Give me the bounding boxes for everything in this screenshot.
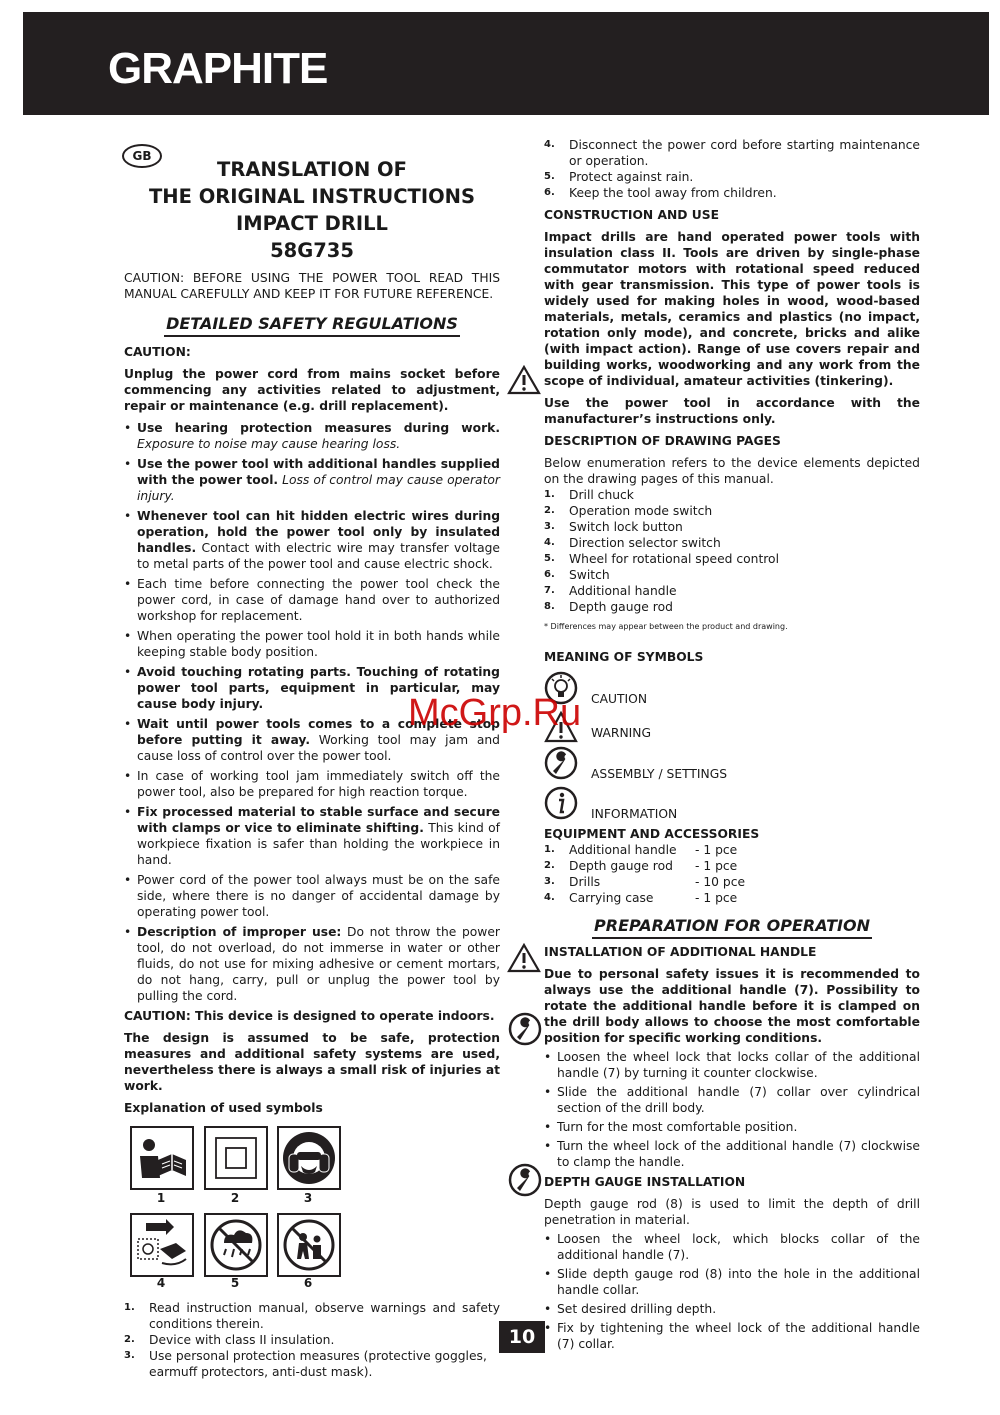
safety-bullet (124, 872, 500, 920)
depth-heading: DEPTH GAUGE INSTALLATION (544, 1175, 746, 1189)
drawing-item (544, 487, 920, 503)
item-text: Additional handle (569, 584, 677, 598)
bullet-text: Loss of control may cause operator injury. (137, 473, 500, 503)
item-quantity: - 1 pce (695, 843, 738, 857)
bullet-text: Do not throw the power tool, do not overload, do not immerse in water or other fluids, do not use for mixing adhesive or cement mortars, do not hang, carry, pull or unplug the power tool by pulling the cord. (137, 925, 500, 1003)
class-ii-insulation-icon (204, 1126, 268, 1190)
item-number: 7. (544, 585, 555, 596)
list-item: 5. Protect against rain. (544, 170, 694, 184)
item-number: 1. (544, 489, 555, 500)
item-number: 1. (544, 844, 555, 855)
item-name: Carrying case (569, 891, 654, 905)
meaning-caution: CAUTION (544, 671, 920, 709)
item-number: 4. (544, 537, 555, 548)
bullet-bold-text: Use the power tool with additional handles supplied with the power tool. (137, 457, 500, 487)
bullet-bold-text: Avoid touching rotating parts. Touching of rotating power tool parts, equipment in particular, may cause body injury. (137, 665, 500, 711)
caution-intro: CAUTION: BEFORE USING THE POWER TOOL READ THIS MANUAL CAREFULLY AND KEEP IT FOR FUTURE REFERENCE. (124, 271, 500, 301)
symbol-label: 1 (156, 1191, 166, 1205)
item-name: Additional handle (569, 843, 677, 857)
bullet-text: Working tool may jam and cause loss of control over the power tool. (137, 733, 500, 763)
item-number: 2. (544, 860, 555, 871)
wrench-icon (508, 1012, 542, 1046)
manufacturer-note: Use the power tool in accordance with the manufacturer’s instructions only. (544, 396, 920, 426)
right-column (544, 137, 920, 1355)
safety-bullet (124, 804, 500, 868)
drawing-heading: DESCRIPTION OF DRAWING PAGES (544, 434, 781, 448)
design-note: The design is assumed to be safe, protection measures and additional safety systems are used, nevertheless there is always a small risk of injuries at work. (124, 1031, 500, 1093)
read-manual-icon (130, 1126, 194, 1190)
symbol-label: 4 (156, 1276, 166, 1290)
info-icon (544, 786, 578, 820)
safety-bullet (124, 628, 500, 660)
symbol-explanations-continued (544, 137, 920, 201)
item-number: 8. (544, 601, 555, 612)
construction-text: Impact drills are hand operated power tools with insulation class II. Tools are driven by single-phase commutator motors with rotational speed reduced with gear transmission. This type of power tools is widely used for making holes in wood, wood-based materials, metals, ceramics and plastics (no impact, rotation only mode), and concrete, bricks and alike (with impact action). Range of use covers repair and building works, woodworking and any work from the scope of individual, amateur activities (tinkering). (544, 230, 920, 388)
meaning-symbols (544, 671, 920, 826)
equipment-row (544, 890, 920, 906)
bullet-text: In case of working tool jam immediately switch off the power tool, also be prepared for high reaction torque. (137, 769, 500, 799)
keep-from-children-icon (277, 1213, 341, 1277)
item-text: Wheel for rotational speed control (569, 552, 779, 566)
bullet-bold-text: Description of improper use: (137, 925, 342, 939)
safety-bullet (124, 576, 500, 624)
handle-steps-list (544, 1049, 920, 1170)
symbols-heading: Explanation of used symbols (124, 1101, 323, 1115)
page-number: 10 (499, 1321, 545, 1353)
bullet-bold-text: Whenever tool can hit hidden electric wires during operation, hold the power tool only by insulated handles. (137, 509, 500, 555)
symbol-label: 5 (230, 1276, 240, 1290)
item-quantity: - 1 pce (695, 859, 738, 873)
symbol-label: 3 (303, 1191, 313, 1205)
differences-note: * Differences may appear between the product and drawing. (544, 622, 788, 631)
safety-bullet (124, 420, 500, 452)
drawing-item (544, 599, 920, 615)
symbol-label: 6 (303, 1276, 313, 1290)
meaning-heading: MEANING OF SYMBOLS (544, 650, 704, 664)
safety-bullet (124, 768, 500, 800)
drawing-item (544, 551, 920, 567)
warning-triangle-icon (507, 943, 541, 973)
depth-steps-list (544, 1231, 920, 1352)
handle-step: • Turn for the most comfortable position. (544, 1119, 920, 1135)
equipment-row (544, 842, 920, 858)
depth-step: • Set desired drilling depth. (544, 1301, 920, 1317)
bullet-text: Exposure to noise may cause hearing loss. (137, 437, 401, 451)
item-quantity: - 10 pce (695, 875, 746, 889)
brand-logo: GRAPHITE (108, 44, 328, 93)
bullet-bold-text: Use hearing protection measures during work. (137, 421, 500, 435)
handle-step: • Turn the wheel lock of the additional handle (7) clockwise to clamp the handle. (544, 1138, 920, 1170)
drawing-item (544, 535, 920, 551)
drawing-item (544, 519, 920, 535)
unplug-icon (130, 1213, 194, 1277)
item-quantity: - 1 pce (695, 891, 738, 905)
safety-heading: DETAILED SAFETY REGULATIONS (124, 316, 500, 332)
handle-heading: INSTALLATION OF ADDITIONAL HANDLE (544, 945, 817, 959)
bullet-text: This kind of workpiece fixation is safer than holding the workpiece in hand. (137, 821, 500, 867)
item-name: Depth gauge rod (569, 859, 673, 873)
construction-heading: CONSTRUCTION AND USE (544, 208, 720, 222)
watermark: McGrp.Ru (408, 692, 582, 734)
bullet-text: Contact with electric wire may transfer voltage to metal parts of the power tool and cause electric shock. (137, 541, 500, 571)
protect-from-rain-icon (204, 1213, 268, 1277)
meaning-assembly: ASSEMBLY / SETTINGS (544, 746, 920, 786)
safety-bullet (124, 924, 500, 1004)
bullet-bold-text: Fix processed material to stable surface and secure with clamps or vice to eliminate shifting. (137, 805, 500, 835)
depth-intro: Depth gauge rod (8) is used to limit the depth of drill penetration in material. (544, 1197, 920, 1227)
item-number: 3. (544, 521, 555, 532)
bullet-text: When operating the power tool hold it in both hands while keeping stable body position. (137, 629, 500, 659)
warning-triangle-icon (507, 365, 541, 395)
equipment-row (544, 858, 920, 874)
item-number: 6. (544, 569, 555, 580)
drawing-item (544, 503, 920, 519)
equipment-row (544, 874, 920, 890)
symbol-explanations (124, 1300, 500, 1380)
document-title: TRANSLATION OF THE ORIGINAL INSTRUCTIONS IMPACT DRILL 58G735 (148, 158, 476, 262)
list-item: 2. Device with class II insulation. (124, 1333, 335, 1347)
bullet-text: Each time before connecting the power tool check the power cord, in case of damage hand over to authorized workshop for replacement. (137, 577, 500, 623)
list-item: 3. Use personal protection measures (protective goggles, earmuff protectors, anti-dust mask). (124, 1349, 487, 1379)
safety-bullet (124, 456, 500, 504)
item-text: Operation mode switch (569, 504, 713, 518)
symbols-grid (124, 1122, 500, 1292)
left-column (124, 140, 500, 1380)
item-text: Switch (569, 568, 610, 582)
handle-step: • Slide the additional handle (7) collar over cylindrical section of the drill body. (544, 1084, 920, 1116)
item-text: Switch lock button (569, 520, 683, 534)
handle-warning: Due to personal safety issues it is recommended to always use the additional handle (7). Possibility to rotate the additional handle before it is clamped on the drill body allows to choose the most comfortable position for specific working conditions. (544, 967, 920, 1045)
wrench-icon (544, 746, 578, 780)
depth-step: • Slide depth gauge rod (8) into the hole in the additional handle collar. (544, 1266, 920, 1298)
item-text: Depth gauge rod (569, 600, 673, 614)
prep-heading: PREPARATION FOR OPERATION (544, 918, 920, 934)
equipment-heading: EQUIPMENT AND ACCESSORIES (544, 827, 760, 841)
drawing-item (544, 567, 920, 583)
list-item: 6. Keep the tool away from children. (544, 186, 777, 200)
handle-step: • Loosen the wheel lock that locks collar of the additional handle (7) by turning it counter clockwise. (544, 1049, 920, 1081)
item-number: 2. (544, 505, 555, 516)
unplug-text: Unplug the power cord from mains socket before commencing any activities related to adjustment, repair or maintenance (e.g. drill replacement). (124, 367, 500, 413)
caution-label: CAUTION: (124, 345, 191, 359)
bullet-bold-text: Wait until power tools comes to a complete stop before putting it away. (137, 717, 500, 747)
drawing-intro: Below enumeration refers to the device elements depicted on the drawing pages of this manual. (544, 456, 920, 486)
drawing-items-list (544, 487, 920, 615)
depth-step: • Loosen the wheel lock, which blocks collar of the additional handle (7). (544, 1231, 920, 1263)
bullet-text: Power cord of the power tool always must be on the safe side, where there is no danger of accidental damage by operating power tool. (137, 873, 500, 919)
item-name: Drills (569, 875, 601, 889)
item-number: 3. (544, 876, 555, 887)
language-badge: GB (122, 144, 162, 168)
safety-bullet (124, 508, 500, 572)
meaning-information: INFORMATION (544, 786, 920, 826)
depth-step: • Fix by tightening the wheel lock of the additional handle (7) collar. (544, 1320, 920, 1352)
item-text: Drill chuck (569, 488, 634, 502)
meaning-warning: WARNING (544, 709, 920, 746)
symbol-label: 2 (230, 1191, 240, 1205)
list-item: 4. Disconnect the power cord before starting maintenance or operation. (544, 138, 920, 168)
indoors-note: CAUTION: This device is designed to operate indoors. (124, 1009, 495, 1023)
protective-equipment-icon (277, 1126, 341, 1190)
equipment-list (544, 842, 920, 906)
list-item: 1. Read instruction manual, observe warnings and safety conditions therein. (124, 1301, 500, 1331)
item-text: Direction selector switch (569, 536, 721, 550)
wrench-icon (508, 1163, 542, 1197)
item-number: 5. (544, 553, 555, 564)
drawing-item (544, 583, 920, 599)
item-number: 4. (544, 892, 555, 903)
